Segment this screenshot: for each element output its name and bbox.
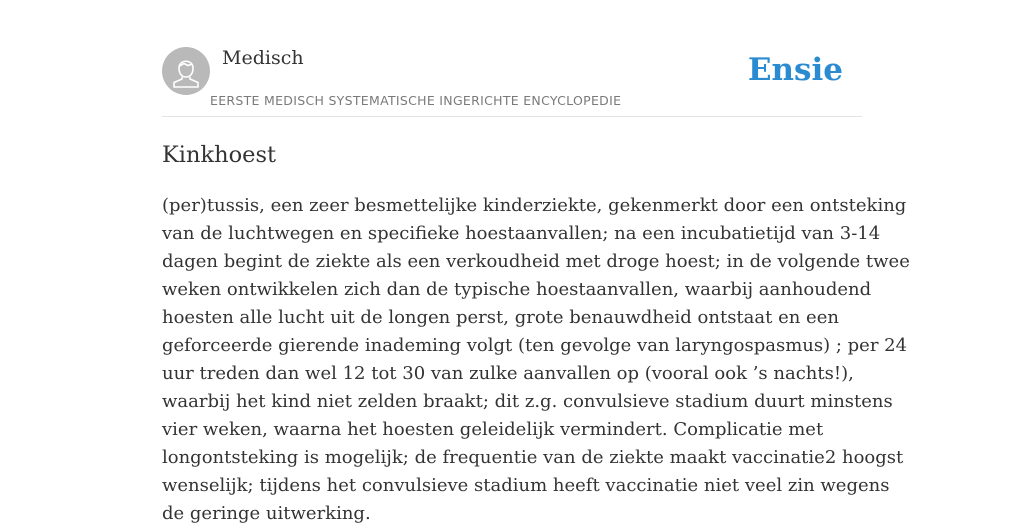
article-body-line: van de luchtwegen en specifieke hoestaanvallen; na een incubatietijd van 3-14	[162, 223, 881, 244]
article-body-line: uur treden dan wel 12 tot 30 van zulke aanvallen op (vooral ook ’s nachts!),	[162, 363, 854, 384]
article-body-line: waarbij het kind niet zelden braakt; dit z.g. convulsieve stadium duurt minstens	[162, 391, 893, 412]
user-icon[interactable]	[162, 47, 210, 95]
article-body-line: (per)tussis, een zeer besmettelijke kinderziekte, gekenmerkt door een ontsteking	[162, 195, 907, 216]
article-body-line: weken ontwikkelen zich dan de typische hoestaanvallen, waarbij aanhoudend	[162, 279, 872, 300]
article-body-line: geforceerde gierende inademing volgt (ten gevolge van laryngospasmus) ; per 24	[162, 335, 908, 356]
article-body-line: wenselijk; tijdens het convulsieve stadium heeft vaccinatie niet veel zin wegens	[162, 475, 890, 496]
ensie-logo[interactable]: Ensie	[747, 52, 843, 88]
article-body-line: vier weken, waarna het hoesten geleidelijk vermindert. Complicatie met	[162, 419, 824, 440]
article-body-line: hoesten alle lucht uit de longen perst, grote benauwdheid ontstaat en een	[162, 307, 839, 328]
source-header	[162, 46, 862, 117]
article-body-line: longontsteking is mogelijk; de frequentie van de ziekte maakt vaccinatie2 hoogst	[162, 447, 904, 468]
article-body-line: dagen begint de ziekte als een verkoudheid met droge hoest; in de volgende twee	[162, 251, 910, 272]
source-subtitle: EERSTE MEDISCH SYSTEMATISCHE INGERICHTE ENCYCLOPEDIE	[210, 93, 622, 108]
article-body	[162, 192, 910, 528]
source-name[interactable]: Medisch	[222, 47, 304, 69]
article-body-line: de geringe uitwerking.	[162, 503, 371, 524]
article-title: Kinkhoest	[162, 142, 277, 168]
